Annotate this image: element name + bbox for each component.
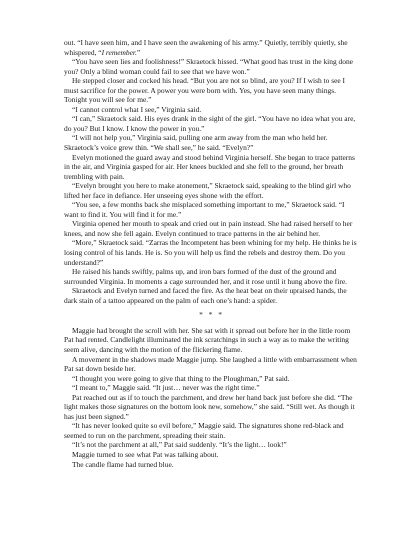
paragraph: Pat reached out as if to touch the parchment, and drew her hand back just before she did. “The light makes those signatures on the bottom look new, somehow,” she said. “Still wet. As though it has just been signed.” xyxy=(64,392,355,421)
paragraph: “You have seen lies and foolishness!” Skraetock hissed. “What good has trust in the king done you? Only a blind woman could fail to see that we have won.” xyxy=(64,57,353,76)
paragraph: “I will not help you,” Virginia said, pulling one arm away from the man who held her. Skraetock’s voice grew thin. “We shall see,” he said. “Evelyn?” xyxy=(64,133,328,153)
paragraph: “I thought you were going to give that thing to the Ploughman,” Pat said. xyxy=(72,373,290,383)
paragraph: Maggie had brought the scroll with her. She sat with it spread out before her in the little room Pat had rented. Candlelight illuminated the ink scratchings in such a way as to make the writing seem alive, dancing with the motion of the flickering flame. xyxy=(64,325,351,354)
paragraph: “I can,” Skraetock said. His eyes drank in the sight of the girl. “You have no idea what you are, do you? But I know. I know the power in you.” xyxy=(64,114,356,133)
paragraph: The candle flame had turned blue. xyxy=(72,459,174,469)
paragraph: Virginia opened her mouth to speak and cried out in pain instead. She had raised herself to her knees, and now she fell again. Evelyn continued to trace patterns in the air behind her. xyxy=(64,219,353,238)
paragraph: “You see, a few months back she misplaced something important to me,” Skraetock said. “I want to find it. You will find it for me.” xyxy=(64,200,345,219)
paragraph: “Evelyn brought you here to make atonement,” Skraetock said, speaking to the blind girl who lifted her face in defiance. Her unseeing eyes shone with the effort. xyxy=(64,181,351,200)
paragraph: “It’s not the parchment at all,” Pat said suddenly. “It’s the light… look!” xyxy=(72,440,287,450)
paragraph: Evelyn motioned the guard away and stood behind Virginia herself. She began to trace patterns in the air, and Virginia gasped for air. Her knees buckled and she fell to the ground, her breath trembling with pain. xyxy=(64,152,355,181)
paragraph: “It has never looked quite so evil before,” Maggie said. The signatures shone red-black and seemed to run on the parchment, spreading their stain. xyxy=(64,421,344,440)
paragraph: Skraetock and Evelyn turned and faced the fire. As the heat beat on their upraised hands, the dark stain of a tattoo appeared on the palm of each one’s hand: a spider. xyxy=(64,286,347,305)
paragraph xyxy=(64,38,359,57)
paragraph: Maggie turned to see what Pat was talking about. xyxy=(72,449,219,459)
scene-break: * * * xyxy=(199,310,224,320)
paragraph: “I cannot control what I see,” Virginia said. xyxy=(72,104,202,114)
emphasis-text: I remember. xyxy=(101,47,137,57)
paragraph: “I meant to,” Maggie said. “It just… never was the right time.” xyxy=(72,383,260,393)
paragraph-text: out. “I have seen him, and I have seen the awakening of his army.” Quietly, terribly quietly, she whispered, “ xyxy=(64,38,348,57)
paragraph: “More,” Skraetock said. “Zarras the Incompetent has been whining for my help. He thinks he is losing control of his lands. He is. So you will help us find the rebels and destroy them. Do you understand?” xyxy=(64,238,357,267)
paragraph: He raised his hands swiftly, palms up, and iron bars formed of the dust of the ground and surrounded Virginia. In moments a cage surrounded her, and it rose until it hung above the fire. xyxy=(64,267,347,286)
paragraph: He stepped closer and cocked his head. “But you are not so blind, are you? If I wish to see I must sacrifice for the power. A power you were born with. Yes, you have seen many things. Tonight you will see for me.” xyxy=(64,76,346,105)
paragraph-text: ” xyxy=(136,47,141,57)
paragraph: A movement in the shadows made Maggie jump. She laughed a little with embarrassment when Pat sat down beside her. xyxy=(64,354,357,374)
body-text xyxy=(64,38,359,469)
